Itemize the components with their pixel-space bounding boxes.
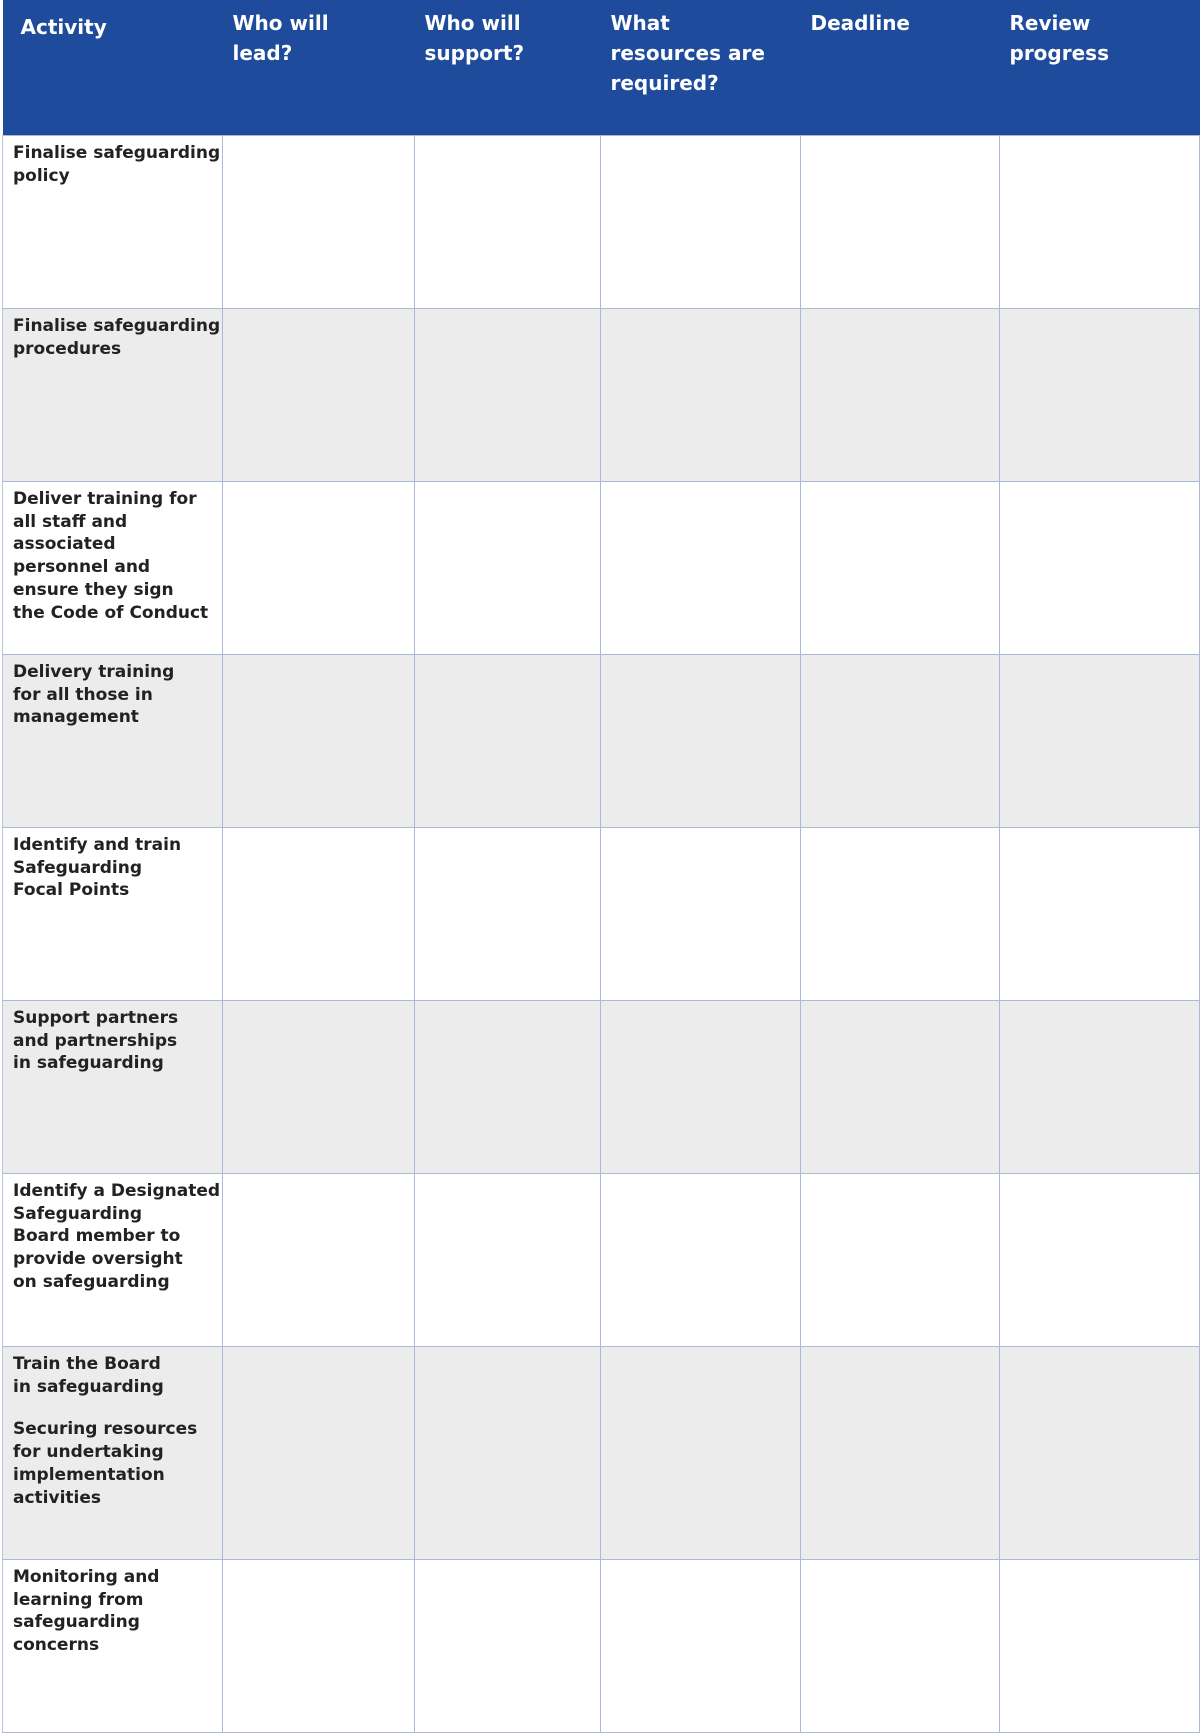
table-row	[3, 136, 1200, 309]
table-row	[3, 1347, 1200, 1560]
activity-cell: Finalise safeguarding policy	[3, 136, 223, 309]
header-who-will-lead: Who will lead?	[223, 0, 415, 136]
resources-cell[interactable]	[601, 1347, 801, 1560]
review-progress-cell[interactable]	[1000, 309, 1200, 482]
review-progress-cell[interactable]	[1000, 1174, 1200, 1347]
review-progress-cell[interactable]	[1000, 1001, 1200, 1174]
header-review-progress: Review progress	[1000, 0, 1200, 136]
activity-cell: Deliver training for all staff and associated personnel and ensure they sign the Code of Conduct	[3, 482, 223, 655]
support-cell[interactable]	[415, 655, 601, 828]
lead-cell[interactable]	[223, 1001, 415, 1174]
deadline-cell[interactable]	[801, 1560, 1000, 1733]
support-cell[interactable]	[415, 828, 601, 1001]
support-cell[interactable]	[415, 1001, 601, 1174]
review-progress-cell[interactable]	[1000, 136, 1200, 309]
lead-cell[interactable]	[223, 482, 415, 655]
deadline-cell[interactable]	[801, 828, 1000, 1001]
activity-cell: Identify and train Safeguarding Focal Points	[3, 828, 223, 1001]
support-cell[interactable]	[415, 136, 601, 309]
activity-cell: Train the Board in safeguarding Securing resources for undertaking implementation activities	[3, 1347, 223, 1560]
header-resources-required: What resources are required?	[601, 0, 801, 136]
table-row	[3, 655, 1200, 828]
table-header	[3, 0, 1200, 136]
deadline-cell[interactable]	[801, 1347, 1000, 1560]
resources-cell[interactable]	[601, 1174, 801, 1347]
header-activity: Activity	[3, 0, 223, 136]
support-cell[interactable]	[415, 1347, 601, 1560]
safeguarding-action-plan-table	[2, 0, 1200, 1733]
resources-cell[interactable]	[601, 828, 801, 1001]
support-cell[interactable]	[415, 1560, 601, 1733]
deadline-cell[interactable]	[801, 1174, 1000, 1347]
lead-cell[interactable]	[223, 136, 415, 309]
table-row	[3, 828, 1200, 1001]
resources-cell[interactable]	[601, 655, 801, 828]
review-progress-cell[interactable]	[1000, 1560, 1200, 1733]
resources-cell[interactable]	[601, 1560, 801, 1733]
support-cell[interactable]	[415, 309, 601, 482]
activity-cell: Support partners and partnerships in safeguarding	[3, 1001, 223, 1174]
lead-cell[interactable]	[223, 828, 415, 1001]
review-progress-cell[interactable]	[1000, 655, 1200, 828]
deadline-cell[interactable]	[801, 309, 1000, 482]
deadline-cell[interactable]	[801, 136, 1000, 309]
table-body	[3, 136, 1200, 1733]
deadline-cell[interactable]	[801, 482, 1000, 655]
support-cell[interactable]	[415, 482, 601, 655]
resources-cell[interactable]	[601, 1001, 801, 1174]
review-progress-cell[interactable]	[1000, 1347, 1200, 1560]
review-progress-cell[interactable]	[1000, 482, 1200, 655]
lead-cell[interactable]	[223, 1347, 415, 1560]
deadline-cell[interactable]	[801, 1001, 1000, 1174]
support-cell[interactable]	[415, 1174, 601, 1347]
activity-cell: Identify a Designated Safeguarding Board member to provide oversight on safeguarding	[3, 1174, 223, 1347]
table-row	[3, 1174, 1200, 1347]
lead-cell[interactable]	[223, 655, 415, 828]
table-row	[3, 482, 1200, 655]
header-row	[3, 0, 1200, 136]
activity-cell: Finalise safeguarding procedures	[3, 309, 223, 482]
deadline-cell[interactable]	[801, 655, 1000, 828]
lead-cell[interactable]	[223, 1560, 415, 1733]
resources-cell[interactable]	[601, 309, 801, 482]
activity-cell: Monitoring and learning from safeguarding concerns	[3, 1560, 223, 1733]
header-who-will-support: Who will support?	[415, 0, 601, 136]
header-deadline: Deadline	[801, 0, 1000, 136]
table-row	[3, 309, 1200, 482]
table-row	[3, 1001, 1200, 1174]
review-progress-cell[interactable]	[1000, 828, 1200, 1001]
lead-cell[interactable]	[223, 309, 415, 482]
activity-cell: Delivery training for all those in management	[3, 655, 223, 828]
resources-cell[interactable]	[601, 136, 801, 309]
table-row	[3, 1560, 1200, 1733]
resources-cell[interactable]	[601, 482, 801, 655]
lead-cell[interactable]	[223, 1174, 415, 1347]
